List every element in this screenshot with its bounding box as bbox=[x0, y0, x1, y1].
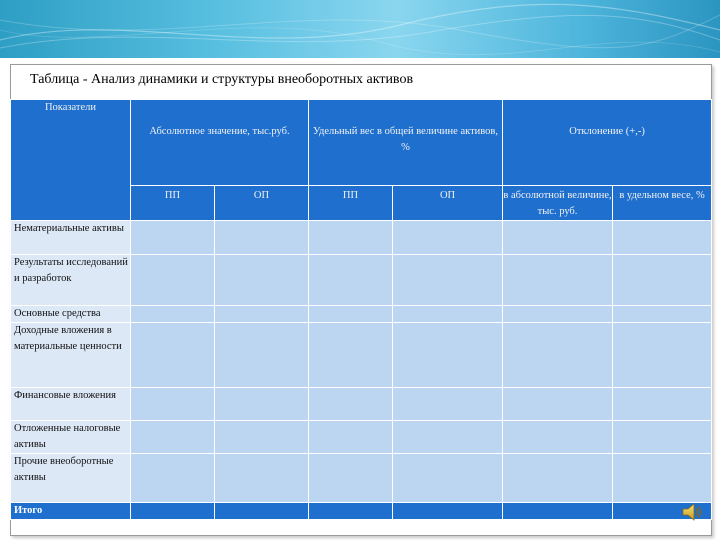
total-cell bbox=[393, 503, 503, 520]
table-cell bbox=[309, 388, 393, 421]
table-row bbox=[11, 454, 712, 503]
table-cell bbox=[215, 454, 309, 503]
table-row bbox=[11, 323, 712, 388]
header-indicators: Показатели bbox=[11, 100, 131, 221]
table-cell bbox=[393, 454, 503, 503]
decorative-banner bbox=[0, 0, 720, 58]
table-cell bbox=[309, 454, 393, 503]
table-row bbox=[11, 421, 712, 454]
table-cell bbox=[613, 323, 712, 388]
table-cell bbox=[613, 306, 712, 323]
subheader-op-absolute: ОП bbox=[215, 186, 309, 221]
row-label: Прочие внеоборотные активы bbox=[11, 454, 131, 503]
table-row bbox=[11, 388, 712, 421]
table-cell bbox=[393, 421, 503, 454]
table-cell bbox=[215, 421, 309, 454]
row-label: Доходные вложения в материальные ценности bbox=[11, 323, 131, 388]
table-cell bbox=[393, 306, 503, 323]
table-cell bbox=[131, 388, 215, 421]
table-title: Таблица - Анализ динамики и структуры внеоборотных активов bbox=[30, 72, 414, 87]
row-label: Финансовые вложения bbox=[11, 388, 131, 421]
total-cell bbox=[503, 503, 613, 520]
table-cell bbox=[503, 306, 613, 323]
table-cell bbox=[393, 323, 503, 388]
table-cell bbox=[309, 306, 393, 323]
table-cell bbox=[613, 221, 712, 255]
table-cell bbox=[131, 306, 215, 323]
table-cell bbox=[215, 221, 309, 255]
total-cell bbox=[131, 503, 215, 520]
header-share: Удельный вес в общей величине активов, % bbox=[309, 100, 503, 186]
table-cell bbox=[503, 255, 613, 306]
table-row bbox=[11, 221, 712, 255]
subheader-deviation-absolute: в абсолютной величине, тыс. руб. bbox=[503, 186, 613, 221]
assets-analysis-table bbox=[10, 99, 712, 520]
table-cell bbox=[503, 388, 613, 421]
subheader-pp-share: ПП bbox=[309, 186, 393, 221]
header-absolute: Абсолютное значение, тыс.руб. bbox=[131, 100, 309, 186]
row-label: Отложенные налоговые активы bbox=[11, 421, 131, 454]
table-row bbox=[11, 255, 712, 306]
table-cell bbox=[215, 388, 309, 421]
total-cell bbox=[215, 503, 309, 520]
row-label: Результаты исследований и разработок bbox=[11, 255, 131, 306]
total-row bbox=[11, 503, 712, 520]
table-cell bbox=[503, 454, 613, 503]
table-cell bbox=[131, 255, 215, 306]
table-cell bbox=[131, 221, 215, 255]
table-cell bbox=[131, 421, 215, 454]
table-cell bbox=[503, 221, 613, 255]
table-cell bbox=[613, 255, 712, 306]
table-cell bbox=[215, 323, 309, 388]
subheader-pp-absolute: ПП bbox=[131, 186, 215, 221]
banner-waves bbox=[0, 0, 720, 58]
table-cell bbox=[309, 421, 393, 454]
table-cell bbox=[309, 255, 393, 306]
table-row bbox=[11, 306, 712, 323]
row-label: Нематериальные активы bbox=[11, 221, 131, 255]
subheader-op-share: ОП bbox=[393, 186, 503, 221]
table-cell bbox=[131, 454, 215, 503]
table-cell bbox=[503, 323, 613, 388]
total-label: Итого bbox=[11, 503, 131, 520]
header-deviation: Отклонение (+,-) bbox=[503, 100, 712, 186]
table-cell bbox=[393, 221, 503, 255]
total-cell bbox=[309, 503, 393, 520]
table-cell bbox=[215, 255, 309, 306]
table-cell bbox=[503, 421, 613, 454]
table-cell bbox=[613, 388, 712, 421]
table-cell bbox=[613, 454, 712, 503]
speaker-icon[interactable] bbox=[680, 500, 704, 529]
table-cell bbox=[215, 306, 309, 323]
subheader-deviation-share: в удельном весе, % bbox=[613, 186, 712, 221]
table-cell bbox=[393, 255, 503, 306]
table-cell bbox=[309, 323, 393, 388]
row-label: Основные средства bbox=[11, 306, 131, 323]
table-cell bbox=[309, 221, 393, 255]
table-cell bbox=[613, 421, 712, 454]
table-cell bbox=[131, 323, 215, 388]
table-cell bbox=[393, 388, 503, 421]
